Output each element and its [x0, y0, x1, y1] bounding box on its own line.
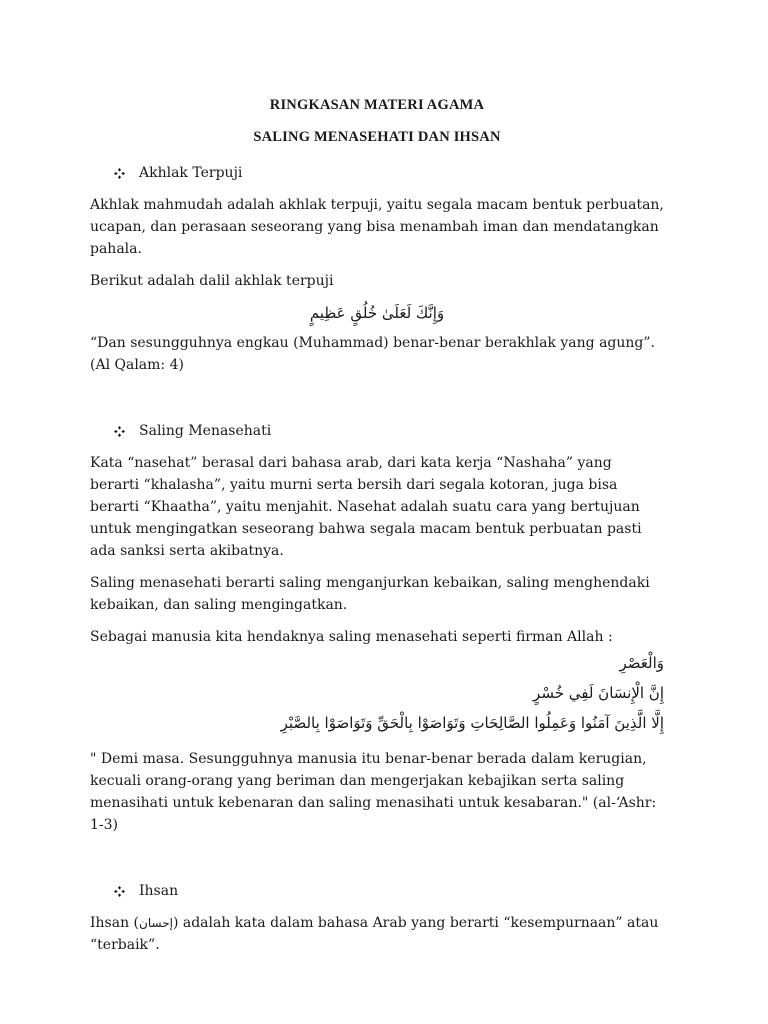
saling-ayat-3: إِلَّا الَّذِينَ آمَنُوا وَعَمِلُوا الصَّالِحَاتِ وَتَوَاصَوْا بِالْحَقِّ وَتَوَاصَوْا بِالصَّبْرِ [280, 714, 664, 732]
ihsan-text-after: ) adalah kata dalam bahasa Arab yang berarti “kesempurnaan” atau “terbaik”. [90, 915, 659, 953]
saling-paragraph-1: Kata “nasehat” berasal dari bahasa arab, dari kata kerja “Nashaha” yang berarti “khalasha”, yaitu murni serta bersih dari segala kotoran, juga bisa berarti “Khaatha”, yaitu menjahit. Nasehat adalah suatu cara yang bertujuan untuk mengingatkan seseorang bahwa segala macam bentuk perbuatan pasti ada sanksi serta akibatnya. [90, 455, 642, 559]
section-spacer [90, 836, 664, 866]
four-diamond-bullet-icon [114, 426, 125, 437]
four-diamond-bullet-icon [114, 886, 125, 897]
section-heading-ihsan [114, 880, 664, 902]
section-heading-akhlak [114, 162, 664, 184]
section-heading-saling-label: Saling Menasehati [139, 423, 272, 439]
section-heading-ihsan-label: Ihsan [139, 883, 179, 899]
ihsan-paragraph [90, 912, 664, 956]
document-subtitle: SALING MENASEHATI DAN IHSAN [253, 129, 501, 145]
saling-paragraph-2: Saling menasehati berarti saling menganjurkan kebaikan, saling menghendaki kebaikan, dan saling mengingatkan. [90, 575, 650, 613]
section-spacer [90, 376, 664, 406]
section-heading-saling [114, 420, 664, 442]
document-title: RINGKASAN MATERI AGAMA [269, 97, 485, 113]
akhlak-paragraph-2: Berikut adalah dalil akhlak terpuji [90, 273, 334, 289]
akhlak-translation: “Dan sesungguhnya engkau (Muhammad) benar-benar berakhlak yang agung”. (Al Qalam: 4) [90, 335, 655, 373]
saling-translation: " Demi masa. Sesungguhnya manusia itu benar-benar berada dalam kerugian, kecuali orang-orang yang beriman dan mengerjakan kebajikan serta saling menasihati untuk kebenaran dan saling menasihati untuk kesabaran." (al-‘Ashr: 1-3) [90, 751, 657, 833]
saling-ayat-1: وَالْعَصْرِ [619, 654, 664, 672]
akhlak-paragraph-1: Akhlak mahmudah adalah akhlak terpuji, yaitu segala macam bentuk perbuatan, ucapan, dan perasaan seseorang yang bisa menambah iman dan mendatangkan pahala. [90, 197, 664, 257]
ihsan-text-before: Ihsan ( [90, 915, 140, 931]
akhlak-arabic-verse: وَإِنَّكَ لَعَلَىٰ خُلُقٍ عَظِيمٍ [309, 304, 445, 322]
saling-ayat-2: إِنَّ الْإِنسَانَ لَفِي خُسْرٍ [533, 684, 664, 702]
ihsan-arabic-word: إحسان [139, 916, 173, 930]
saling-paragraph-3: Sebagai manusia kita hendaknya saling menasehati seperti firman Allah : [90, 629, 613, 645]
section-heading-akhlak-label: Akhlak Terpuji [139, 165, 243, 181]
four-diamond-bullet-icon [114, 168, 125, 179]
